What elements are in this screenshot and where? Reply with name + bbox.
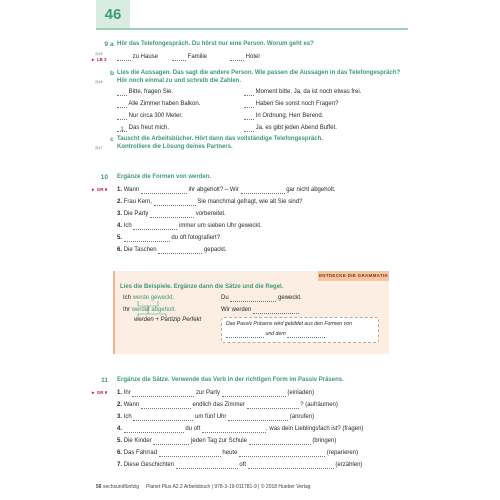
- answer-blank[interactable]: [124, 236, 170, 242]
- statement-right-4: Ja, es gibt jeden Abend Buffet.: [244, 124, 337, 132]
- exercise-11-item-1: 1. Ihr zur Party (einladen): [117, 390, 315, 396]
- statement-left-4: 1 Das freut mich.: [117, 124, 169, 132]
- exercise-10-item-6: 6. Die Taschen gepackt.: [117, 247, 227, 253]
- answer-blank[interactable]: [228, 415, 288, 421]
- answer-blank[interactable]: [239, 451, 325, 457]
- answer-blank[interactable]: [150, 212, 194, 218]
- passive-rule-line-2: und dem: [226, 330, 325, 338]
- exercise-11-item-6: 6. Das Fahrrad heute (reparieren): [117, 450, 359, 456]
- exercise-10-item-4: 4. Ich immer um sieben Uhr geweckt.: [117, 223, 262, 229]
- grammar-box-tag: ENTDECKE DIE GRAMMATIK: [318, 271, 389, 281]
- answer-blank[interactable]: [132, 391, 194, 397]
- answer-blank[interactable]: [176, 463, 238, 469]
- answer-blank[interactable]: [153, 439, 189, 445]
- number-blank[interactable]: [244, 126, 254, 132]
- footer: [96, 484, 310, 490]
- number-blank[interactable]: [244, 90, 254, 96]
- exercise-9a-instruction: Hör das Telefongespräch. Du hörst nur eine Person. Worum geht es?: [117, 41, 314, 47]
- grammar-example-1: Ich werde geweckt.: [123, 295, 175, 301]
- statement-left-2: Alle Zimmer haben Balkon.: [117, 100, 200, 108]
- exercise-11-item-2: 2. Wann endlich das Zimmer ? (aufräumen): [117, 402, 338, 408]
- exercise-11-number: 11: [101, 377, 108, 384]
- answer-blank[interactable]: [133, 415, 193, 421]
- answer-blank[interactable]: [249, 439, 311, 445]
- exercise-9b-instruction-2: Hör noch einmal zu und schreib die Zahlen.: [117, 78, 242, 84]
- answer-blank[interactable]: [247, 403, 299, 409]
- lb-reference-badge: ► LB 3: [91, 57, 107, 62]
- answer-blank[interactable]: [248, 463, 334, 469]
- number-blank[interactable]: [244, 102, 254, 108]
- grammar-right-2: Wir werden: [221, 306, 299, 314]
- answer-blank[interactable]: [133, 224, 177, 230]
- option-familie: Familie: [172, 53, 207, 61]
- exercise-9a-letter: a: [110, 41, 114, 48]
- number-blank[interactable]: [117, 114, 127, 120]
- number-blank[interactable]: 1: [117, 126, 127, 132]
- audio-track-9c: 2|47: [95, 145, 103, 150]
- statement-right-2: Haben Sie sonst noch Fragen?: [244, 100, 338, 108]
- page-number-tab: 46: [96, 0, 130, 30]
- footer-page-number: 56: [96, 484, 102, 490]
- option-hotel: Hotel: [230, 53, 260, 61]
- answer-blank[interactable]: [202, 427, 266, 433]
- audio-track-9a: 2|45: [95, 51, 103, 56]
- number-blank[interactable]: [244, 114, 254, 120]
- exercise-9c-letter: c: [110, 136, 114, 143]
- answer-blank[interactable]: [253, 308, 299, 314]
- footer-book-info: Planet Plus A2.2 Arbeitsbuch | 978-3-19-011781-9 | © 2018 Hueber Verlag: [146, 484, 311, 490]
- exercise-10-item-5: 5. du oft fotografiert?: [117, 235, 221, 241]
- top-rule: [96, 28, 408, 30]
- grammar-example-2: Ihr werdet abgeholt.: [123, 307, 177, 313]
- audio-track-9b: 2|46: [95, 79, 103, 84]
- exercise-10-number: 10: [100, 174, 108, 181]
- answer-blank[interactable]: [172, 55, 186, 61]
- gr-reference-badge: ► GR 9: [91, 390, 108, 395]
- exercise-10-item-1: 1. Wann ihr abgeholt? – Wir gar nicht abgeholt.: [117, 187, 336, 193]
- grammar-instruction: Lies die Beispiele. Ergänze dann die Sätze und die Regel.: [120, 284, 284, 290]
- answer-blank[interactable]: [141, 403, 191, 409]
- answer-blank[interactable]: [226, 332, 264, 338]
- exercise-9c-instruction-2: Kontrolliere die Lösung deines Partners.: [117, 144, 233, 150]
- exercise-11-item-7: 7. Diese Geschichten oft (erzählen): [117, 462, 363, 468]
- answer-blank[interactable]: [124, 427, 184, 433]
- exercise-10-instruction: Ergänze die Formen von werden.: [117, 174, 212, 180]
- answer-blank[interactable]: [230, 55, 244, 61]
- exercise-11-item-5: 5. Die Kinder jeden Tag zur Schule (bringen): [117, 438, 337, 444]
- exercise-9b-letter: b: [110, 70, 114, 77]
- answer-blank[interactable]: [154, 200, 196, 206]
- footer-page-word: sechsundfünfzig: [102, 484, 140, 490]
- answer-blank[interactable]: [287, 332, 325, 338]
- statement-left-1: Bitte, fragen Sie.: [117, 88, 173, 96]
- exercise-10-item-3: 3. Die Party vorbereitet.: [117, 211, 226, 217]
- answer-blank[interactable]: [158, 248, 202, 254]
- gr-reference-badge: ► GR 9: [91, 187, 108, 192]
- exercise-10-item-2: 2. Frau Kern, Sie manchmal gefragt, wie alt Sie sind?: [117, 199, 303, 205]
- answer-blank[interactable]: [117, 55, 131, 61]
- answer-blank[interactable]: [241, 188, 285, 194]
- exercise-11-item-3: 3. Ich um fünf Uhr (anrufen): [117, 414, 315, 420]
- exercise-11-item-4: 4. du oft , was dein Lieblingsfach ist? (fragen): [117, 426, 364, 432]
- exercise-9-number: 9: [104, 41, 108, 48]
- number-blank[interactable]: [117, 102, 127, 108]
- answer-blank[interactable]: [159, 451, 221, 457]
- exercise-9c-instruction-1: Tauscht die Arbeitsbücher. Hört dann das vollständige Telefongespräch.: [117, 136, 323, 142]
- number-blank[interactable]: [117, 90, 127, 96]
- grammar-right-1: Du geweckt.: [221, 295, 302, 301]
- option-zu-hause: zu Hause: [117, 53, 158, 61]
- exercise-11-instruction: Ergänze die Sätze. Verwende das Verb in der richtigen Form im Passiv Präsens.: [117, 377, 344, 383]
- statement-left-3: Nur circa 300 Meter.: [117, 112, 183, 120]
- exercise-9b-instruction-1: Lies die Aussagen. Das sagt die andere Person. Wie passen die Aussagen in das Telefongespräch?: [117, 70, 401, 76]
- passive-rule-line-1: Das Passiv Präsens wird gebildet aus den Formen von: [226, 321, 353, 327]
- answer-blank[interactable]: [222, 391, 286, 397]
- answer-blank[interactable]: [141, 188, 187, 194]
- answer-blank[interactable]: [230, 296, 276, 302]
- statement-right-3: In Ordnung, Herr Berend.: [244, 112, 323, 120]
- statement-right-1: Moment bitte. Ja, da ist noch etwas frei.: [244, 88, 361, 96]
- grammar-rule: werden + Partizip Perfekt: [134, 317, 202, 323]
